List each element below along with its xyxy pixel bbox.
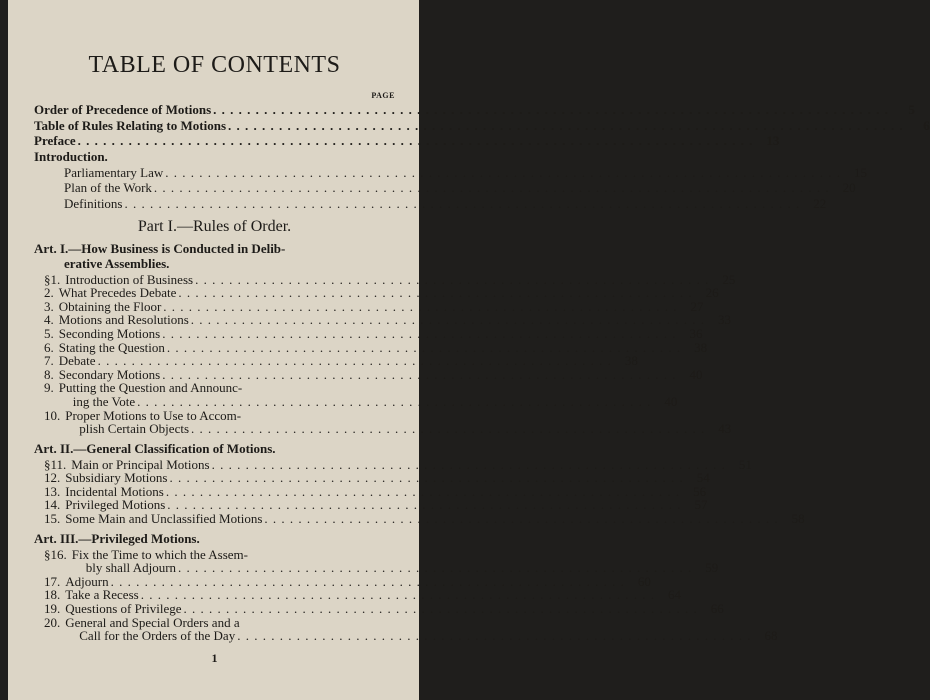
dot-leader xyxy=(165,165,841,181)
section-mark xyxy=(34,498,44,512)
toc-row xyxy=(64,180,856,196)
toc-row-label: Parliamentary Law xyxy=(64,164,164,180)
section-label-line2: Call for the Orders of the Day xyxy=(79,628,236,644)
section-number: 11. xyxy=(50,456,67,472)
section-body xyxy=(65,409,731,436)
section-label-line1: Putting the Question and Announc- xyxy=(58,380,243,396)
toc-row xyxy=(64,164,868,181)
dot-leader xyxy=(98,354,612,368)
section-entry xyxy=(34,353,638,369)
section-page: 38 xyxy=(624,353,638,369)
section-label-line1: General and Special Orders and a xyxy=(65,614,240,630)
section-entry xyxy=(34,511,805,527)
section-page: 40 xyxy=(664,393,678,409)
section-label-row xyxy=(59,327,703,341)
section-mark: § xyxy=(44,456,51,472)
dot-leader xyxy=(213,102,889,118)
section-number: 5. xyxy=(44,325,54,341)
section-body xyxy=(65,498,707,512)
section-label-row xyxy=(59,395,678,409)
dot-leader xyxy=(212,458,726,472)
dot-leader xyxy=(178,286,692,300)
dot-leader xyxy=(154,180,830,196)
section-entry xyxy=(34,325,703,341)
toc-row-label: Plan of the Work xyxy=(64,180,152,196)
section-number: 1. xyxy=(50,271,61,287)
section-entry xyxy=(34,470,710,486)
section-body xyxy=(59,381,678,408)
section-page: 43 xyxy=(718,421,732,437)
section-label-row xyxy=(59,300,704,314)
section-label: Introduction of Business xyxy=(65,271,194,287)
section-mark: § xyxy=(44,271,51,287)
section-label-row xyxy=(65,422,731,436)
section-label: Stating the Question xyxy=(58,339,165,355)
section-label: Debate xyxy=(58,353,96,369)
section-mark xyxy=(34,471,44,485)
page-column-header: PAGE xyxy=(371,91,395,100)
toc-row xyxy=(34,117,930,134)
dot-leader xyxy=(264,512,778,526)
section-label-line1: Proper Motions to Use to Accom- xyxy=(65,407,242,423)
section-label: Subsidiary Motions xyxy=(65,470,168,486)
section-mark xyxy=(34,300,44,314)
section-entry xyxy=(34,298,704,314)
section-number: 6. xyxy=(44,339,54,355)
introduction-heading: Introduction. xyxy=(34,148,108,164)
section-mark xyxy=(34,327,44,341)
dot-leader xyxy=(137,395,651,409)
section-label-row xyxy=(71,458,752,472)
toc-row-page: 5 xyxy=(908,102,915,117)
section-label-row xyxy=(59,286,719,300)
section-page: 25 xyxy=(722,271,736,287)
section-label: Motions and Resolutions xyxy=(58,312,189,328)
section-body xyxy=(65,616,777,643)
section-body xyxy=(65,471,709,485)
section-mark xyxy=(34,588,44,602)
section-body xyxy=(65,602,724,616)
section-page: 26 xyxy=(705,285,719,301)
section-label: Main or Principal Motions xyxy=(71,456,210,472)
article-3-heading: Art. III.—Privileged Motions. xyxy=(34,530,200,546)
section-label-row xyxy=(65,602,724,616)
section-body xyxy=(65,512,804,526)
dot-leader xyxy=(169,471,683,485)
toc-row-page: 20 xyxy=(842,180,856,196)
section-body xyxy=(65,485,706,499)
section-entry xyxy=(34,483,707,499)
section-label: Privileged Motions xyxy=(65,497,166,513)
section-body xyxy=(59,368,703,382)
section-number: 7. xyxy=(44,353,54,369)
section-body xyxy=(59,286,719,300)
dot-leader xyxy=(78,133,754,149)
section-mark: § xyxy=(44,546,51,562)
section-number: 4. xyxy=(44,312,54,328)
section-label-row xyxy=(59,313,731,327)
section-number: 16. xyxy=(50,546,67,562)
section-mark xyxy=(34,354,44,368)
section-page: 58 xyxy=(791,511,805,527)
section-page: 57 xyxy=(694,497,708,513)
dot-leader xyxy=(141,588,655,602)
section-label: Some Main and Unclassified Motions xyxy=(65,511,263,527)
section-label-row xyxy=(59,341,707,355)
section-number: 15. xyxy=(44,511,61,527)
section-label-line2: ing the Vote xyxy=(72,393,136,409)
section-number: 2. xyxy=(44,285,54,301)
section-entry xyxy=(34,614,778,644)
section-label-row xyxy=(65,588,681,602)
toc-row-label: Preface xyxy=(34,133,76,149)
toc-row-page: 13 xyxy=(766,133,780,149)
section-page: 36 xyxy=(689,325,703,341)
section-entry xyxy=(34,601,724,617)
section-entry xyxy=(34,456,752,472)
section-label-row xyxy=(65,471,709,485)
section-body xyxy=(59,341,707,355)
section-label-row xyxy=(65,512,804,526)
section-number: 3. xyxy=(44,298,54,314)
section-number: 12. xyxy=(44,470,61,486)
section-label: Secondary Motions xyxy=(58,366,161,382)
section-label-row xyxy=(65,485,706,499)
section-entry xyxy=(34,339,708,355)
dot-leader xyxy=(184,602,698,616)
section-entry xyxy=(34,407,732,437)
section-mark xyxy=(34,368,44,382)
section-body xyxy=(71,458,752,472)
section-page: 40 xyxy=(689,366,703,382)
dot-leader xyxy=(163,300,677,314)
article-1-title-line2: erative Assemblies. xyxy=(64,255,170,271)
toc-row xyxy=(64,195,827,212)
article-2-entries xyxy=(34,456,805,527)
section-label-row xyxy=(59,368,703,382)
article-1-heading xyxy=(34,241,395,271)
article-3-entries xyxy=(34,546,778,644)
section-mark xyxy=(34,381,44,408)
section-body xyxy=(59,300,704,314)
section-body xyxy=(59,354,638,368)
section-page: 54 xyxy=(696,470,710,486)
section-entry xyxy=(34,271,736,287)
dot-leader xyxy=(166,485,680,499)
section-label: Obtaining the Floor xyxy=(58,298,162,314)
section-page: 68 xyxy=(764,628,778,644)
section-number: 13. xyxy=(44,483,61,499)
dot-leader xyxy=(162,327,676,341)
section-page: 56 xyxy=(693,483,707,499)
introduction-entries xyxy=(34,164,868,212)
section-mark xyxy=(34,409,44,436)
section-mark xyxy=(34,313,44,327)
section-page: 27 xyxy=(690,298,704,314)
article-1-title-line1: Art. I.—How Business is Conducted in Delib- xyxy=(34,240,286,256)
section-entry xyxy=(34,285,719,301)
section-label: Adjourn xyxy=(65,573,109,589)
section-page: 59 xyxy=(705,560,719,576)
dot-leader xyxy=(228,118,904,134)
section-label-line2: bly shall Adjourn xyxy=(85,560,177,576)
section-page: 51 xyxy=(738,456,752,472)
toc-row xyxy=(34,102,915,118)
toc-row-label: Definitions xyxy=(64,195,123,211)
section-label: Incidental Motions xyxy=(65,483,164,499)
dot-leader xyxy=(111,575,625,589)
section-entry xyxy=(34,573,651,589)
page-number: 1 xyxy=(211,650,218,665)
dot-leader xyxy=(125,196,801,212)
article-2-heading: Art. II.—General Classification of Motions. xyxy=(34,440,276,456)
section-number: 9. xyxy=(44,380,54,396)
section-mark xyxy=(34,575,44,589)
section-number: 17. xyxy=(44,573,61,589)
toc-row-label: Order of Precedence of Motions xyxy=(34,102,212,117)
section-page: 33 xyxy=(718,312,732,328)
section-label-row xyxy=(65,629,777,643)
section-number: 18. xyxy=(44,587,61,603)
section-body xyxy=(72,548,719,575)
section-label: What Precedes Debate xyxy=(58,285,177,301)
dot-leader xyxy=(237,629,751,643)
section-mark xyxy=(34,616,44,643)
section-label-row xyxy=(59,354,638,368)
section-label-row xyxy=(65,273,735,287)
toc-row-label: Table of Rules Relating to Motions xyxy=(34,117,226,133)
section-label-row xyxy=(65,498,707,512)
section-label-line1: Fix the Time to which the Assem- xyxy=(71,546,248,562)
section-body xyxy=(59,327,703,341)
dot-leader xyxy=(191,422,705,436)
section-body xyxy=(65,588,681,602)
section-mark xyxy=(34,286,44,300)
section-number: 19. xyxy=(44,601,61,617)
toc-row-page: 6 xyxy=(923,117,930,133)
page-title: TABLE OF CONTENTS xyxy=(88,52,341,78)
section-label: Seconding Motions xyxy=(58,325,161,341)
section-mark xyxy=(34,512,44,526)
toc-row-page: 22 xyxy=(813,195,827,211)
toc-row-page: 15 xyxy=(854,164,868,180)
part-title: Part I.—Rules of Order. xyxy=(137,217,292,235)
section-label-row xyxy=(72,561,719,575)
section-page: 66 xyxy=(710,601,724,617)
top-entries xyxy=(34,102,930,149)
dot-leader xyxy=(195,273,709,287)
dot-leader xyxy=(191,313,705,327)
section-mark xyxy=(34,602,44,616)
section-mark xyxy=(34,341,44,355)
section-entry xyxy=(34,380,678,409)
section-page: 60 xyxy=(637,573,651,589)
dot-leader xyxy=(178,561,692,575)
section-page: 64 xyxy=(667,587,681,603)
dot-leader xyxy=(167,341,681,355)
section-label: Take a Recess xyxy=(65,587,139,603)
section-number: 14. xyxy=(44,497,61,513)
section-number: 10. xyxy=(44,407,61,423)
section-entry xyxy=(34,546,719,576)
section-page: 38 xyxy=(694,339,708,355)
dot-leader xyxy=(167,498,681,512)
section-body xyxy=(65,575,651,589)
section-body xyxy=(65,273,735,287)
section-entry xyxy=(34,587,681,603)
section-label-row xyxy=(65,575,651,589)
section-entry xyxy=(34,312,732,328)
section-number: 20. xyxy=(44,614,61,630)
section-entry xyxy=(34,366,703,382)
section-label-line2: plish Certain Objects xyxy=(79,421,190,437)
article-1-entries xyxy=(34,271,736,437)
section-entry xyxy=(34,497,708,513)
section-label: Questions of Privilege xyxy=(65,601,182,617)
book-page xyxy=(8,0,930,700)
section-number: 8. xyxy=(44,366,54,382)
toc-row xyxy=(34,133,780,149)
dot-leader xyxy=(162,368,676,382)
section-body xyxy=(59,313,731,327)
section-mark xyxy=(34,485,44,499)
